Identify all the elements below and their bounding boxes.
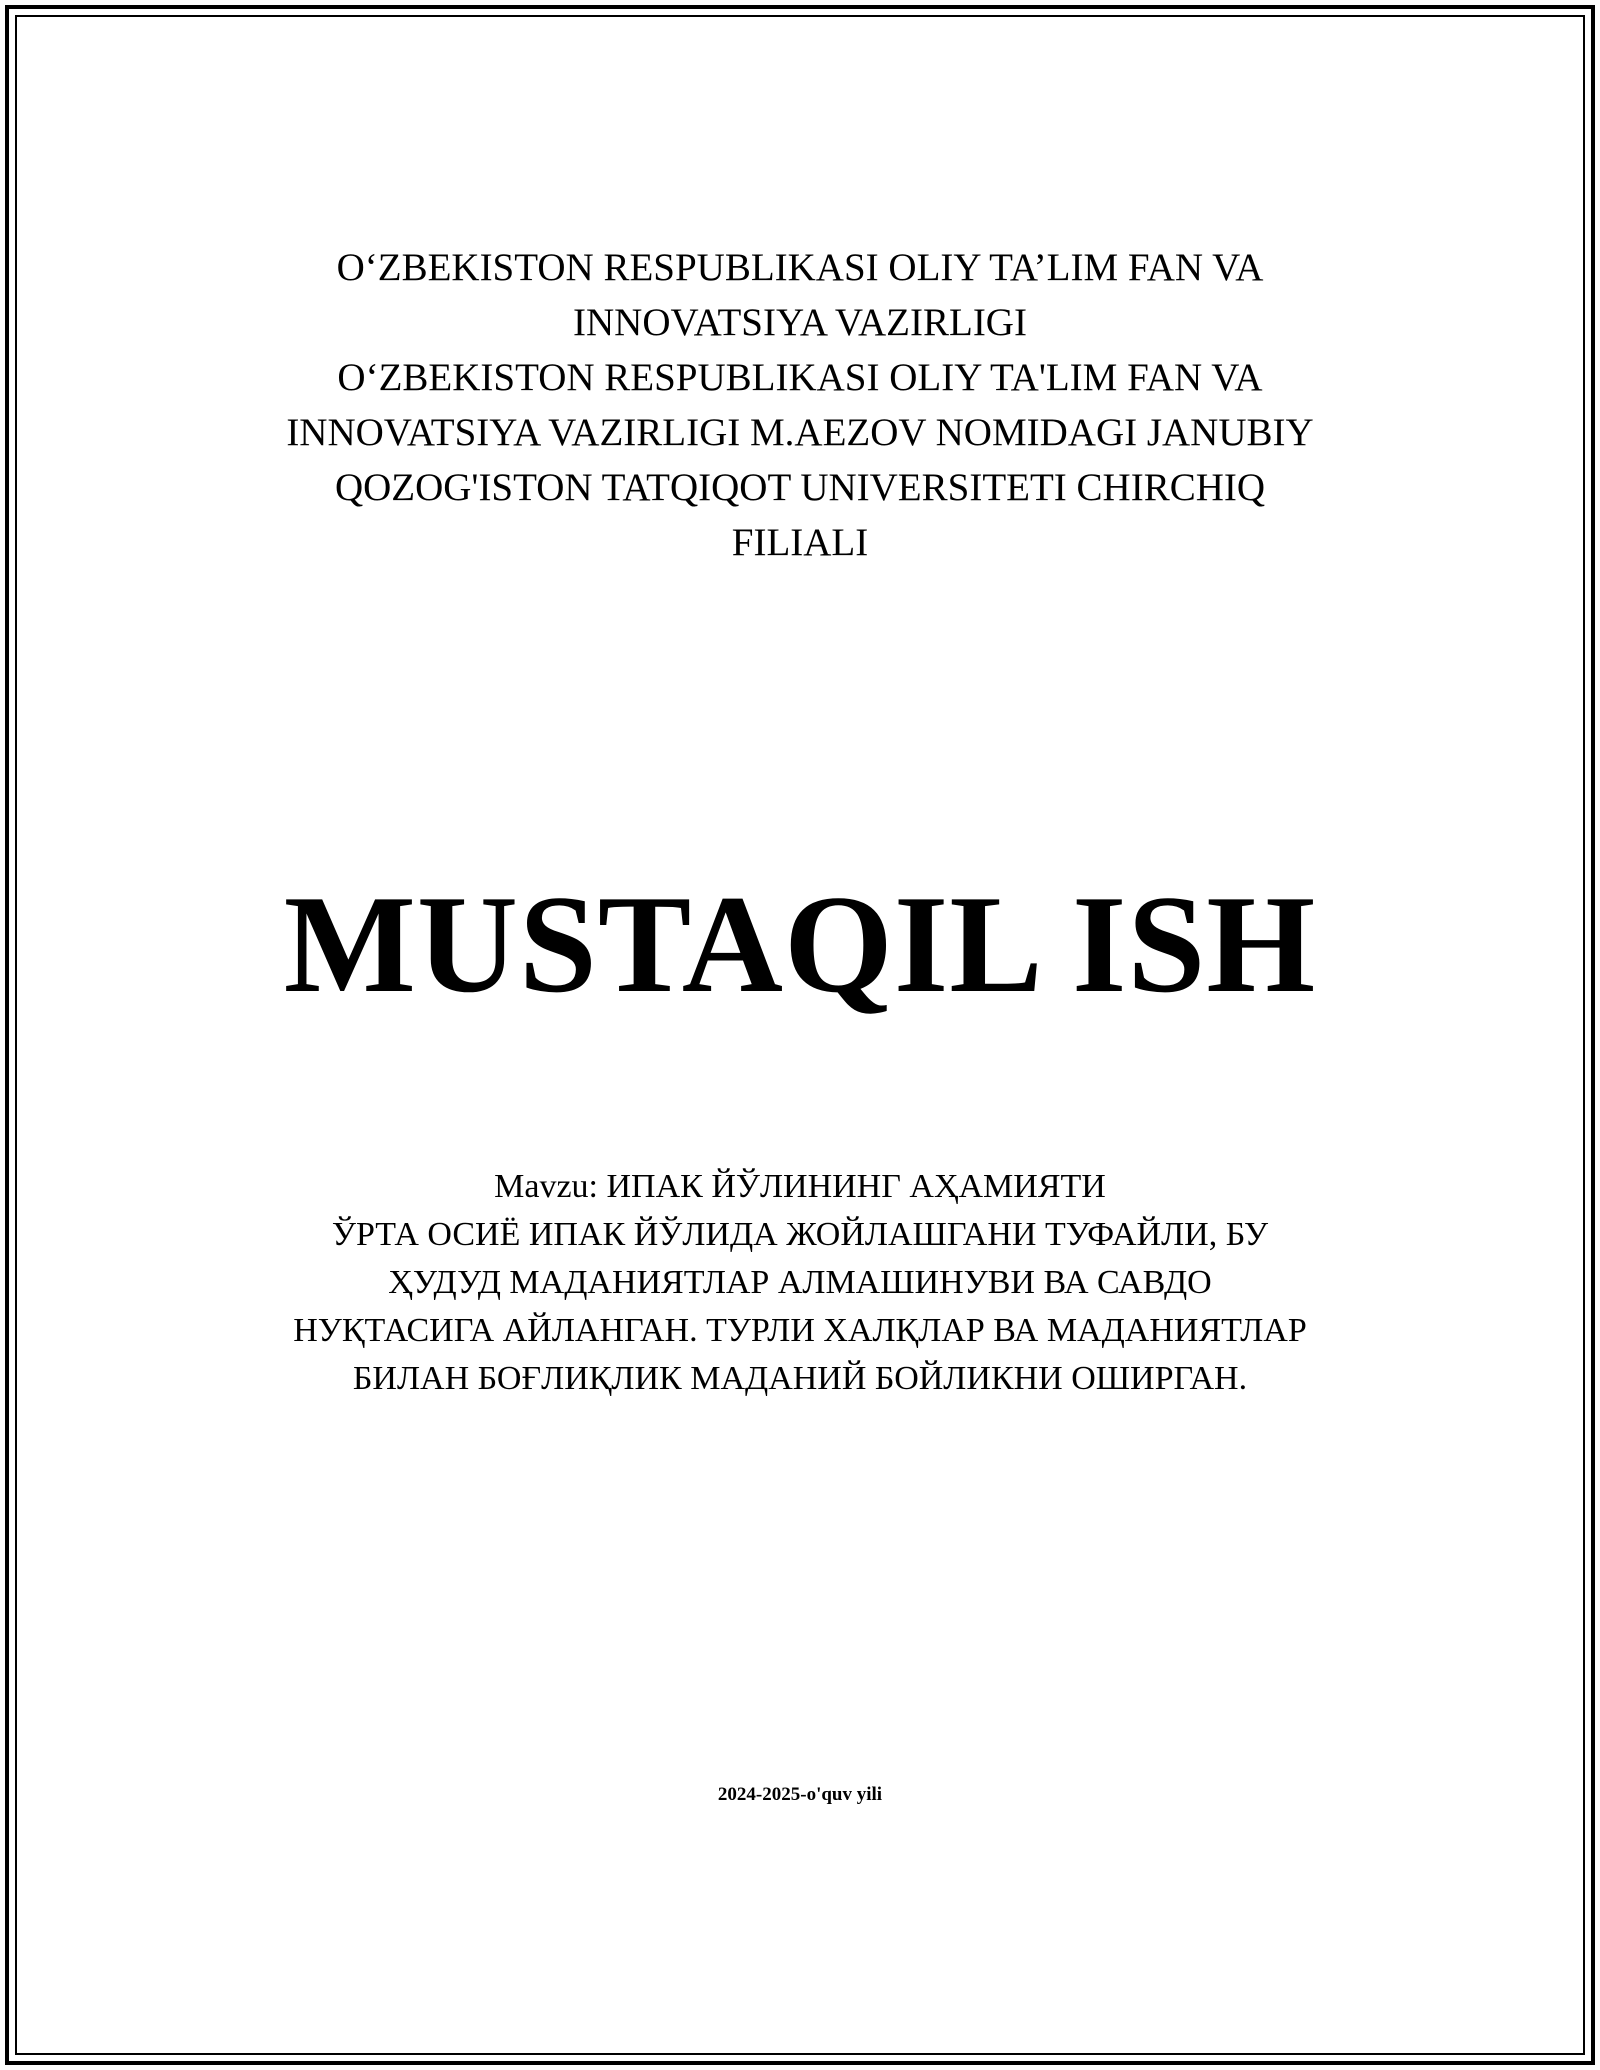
topic-line: БИЛАН БОҒЛИҚЛИК МАДАНИЙ БОЙЛИКНИ ОШИРГАН. [352,1360,1248,1397]
topic-line: ҲУДУД МАДАНИЯТЛАР АЛМАШИНУВИ ВА САВДО [388,1264,1212,1301]
header-line: O‘ZBEKISTON RESPUBLIKASI OLIY TA'LIM FAN VA [337,356,1263,399]
topic-line: Mavzu: ИПАК ЙЎЛИНИНГ АҲАМИЯТИ [494,1168,1106,1205]
academic-year: 2024-2025-o'quv yili [717,1784,883,1805]
header-line: O‘ZBEKISTON RESPUBLIKASI OLIY TA’LIM FAN VA [336,246,1264,289]
topic-line: ЎРТА ОСИЁ ИПАК ЙЎЛИДА ЖОЙЛАШГАНИ ТУФАЙЛИ, БУ [331,1216,1269,1253]
header-line: FILIALI [731,521,869,564]
document-title: MUSTAQIL ISH [283,867,1317,1022]
header-line: INNOVATSIYA VAZIRLIGI M.AEZOV NOMIDAGI JANUBIY [286,411,1314,454]
header-line: QOZOG'ISTON TATQIQOT UNIVERSITETI CHIRCHIQ [334,466,1266,509]
topic-line: НУҚТАСИГА АЙЛАНГАН. ТУРЛИ ХАЛҚЛАР ВА МАДАНИЯТЛАР [293,1312,1307,1349]
header-line: INNOVATSIYA VAZIRLIGI [573,301,1027,344]
topic-block [160,1163,1440,1403]
ministry-header [160,240,1440,570]
